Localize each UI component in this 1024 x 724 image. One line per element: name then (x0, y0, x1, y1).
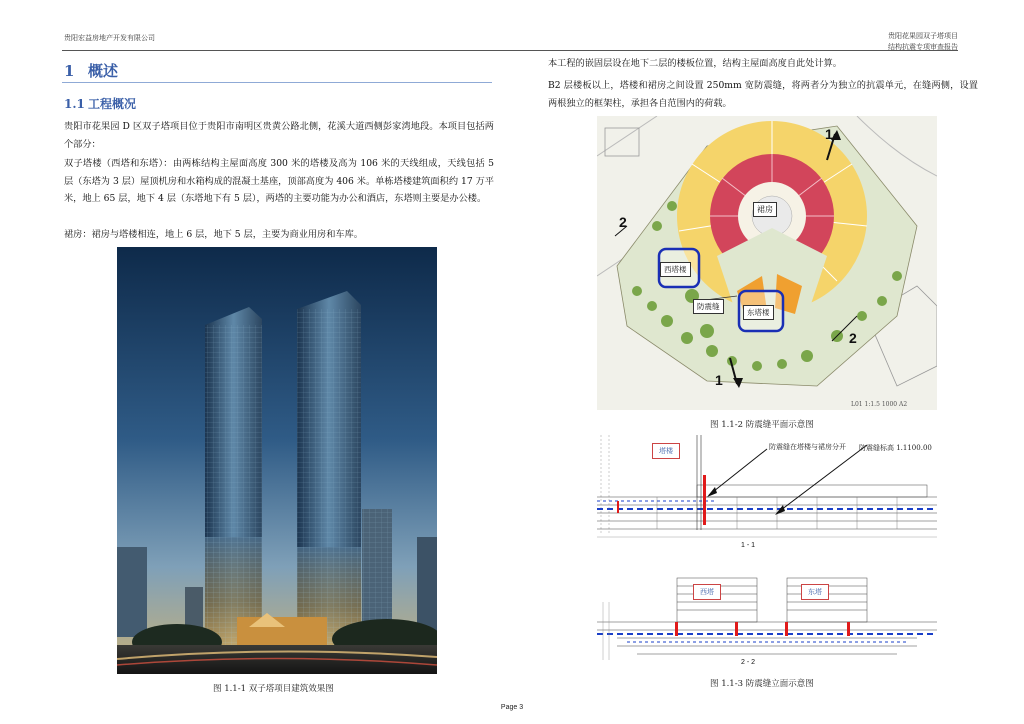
section-1-1-label: 1 - 1 (741, 542, 756, 549)
paragraph-towers: 双子塔楼（西塔和东塔）：由两栋结构主屋面高度 300 米的塔楼及高为 106 米的天线组成，天线包括 5 层（东塔为 3 层）屋顶机房和水箱构成的混凝土基座，顶部高度为 406 米。单栋塔楼建筑面积约 17 万平米，地上 65 层，地下 4 层（东塔地下有 5 层），两塔的主要功能为办公和酒店，东塔则主要是办公楼。 (64, 158, 494, 204)
header-company: 贵阳宏益房地产开发有限公司 (64, 34, 155, 42)
note-joint-split: 防震缝在塔楼与裙房分开 (769, 443, 846, 451)
section-underline (62, 82, 492, 83)
header-project-line1: 贵阳花果园双子塔项目 (888, 32, 958, 40)
site-plan-drawing (597, 116, 937, 410)
label-west-tower: 西塔楼 (660, 262, 691, 277)
subsection-number: 1.1 (64, 97, 85, 111)
label-east-tower: 东塔楼 (743, 305, 774, 320)
header-divider (62, 50, 958, 51)
paragraph-podium: 裙房：裙房与塔楼相连，地上 6 层，地下 5 层，主要为商业用房和车库。 (64, 229, 363, 240)
paragraph-intro: 贵阳市花果园 D 区双子塔项目位于贵阳市南明区贵黄公路北侧，花溪大道西侧彭家湾地段。本项目包括两个部分： (64, 121, 494, 150)
label-west-tower-section: 西塔 (693, 584, 721, 600)
figure-1-caption: 图 1.1-1 双子塔项目建筑效果图 (213, 684, 334, 694)
section-1-1-drawing (597, 435, 937, 555)
label-seismic-joint: 防震缝 (693, 299, 724, 314)
section-marker-2-right: 2 (849, 330, 857, 346)
section-title: 概述 (88, 62, 119, 80)
section-marker-2-left: 2 (619, 214, 627, 230)
scale-note: L01 1:1.5 1000 A2 (851, 401, 908, 408)
paragraph-seismic-joint: B2 层楼板以上，塔楼和裙房之间设置 250mm 宽防震缝，将两者分为独立的抗震单元，在缝两侧，设置两根独立的框架柱，承担各自范围内的荷载。 (548, 80, 978, 109)
subsection-title: 工程概况 (88, 97, 137, 111)
section-2-2-drawing (597, 572, 937, 662)
subsection-heading (64, 95, 136, 112)
section-marker-1-bottom: 1 (715, 372, 723, 388)
figure-3-caption: 图 1.1-3 防震缝立面示意图 (710, 679, 814, 689)
label-podium: 裙房 (753, 202, 777, 217)
figure-2-caption: 图 1.1-2 防震缝平面示意图 (710, 420, 814, 430)
page-number: Page 3 (500, 704, 524, 711)
paragraph-embed-level: 本工程的嵌固层设在地下二层的楼板位置，结构主屋面高度自此处计算。 (548, 58, 842, 69)
label-section1-tower: 塔楼 (652, 443, 680, 459)
header-project-line2: 结构抗震专项审查报告 (888, 43, 958, 51)
section-number: 1 (64, 62, 75, 80)
section-marker-1-top: 1 (825, 126, 833, 142)
building-rendering-image (117, 247, 437, 674)
note-joint-elevation: 防震缝标高 1.1100.00 (859, 444, 932, 452)
section-heading (64, 60, 118, 81)
section-2-2-label: 2 - 2 (741, 659, 756, 666)
label-east-tower-section: 东塔 (801, 584, 829, 600)
